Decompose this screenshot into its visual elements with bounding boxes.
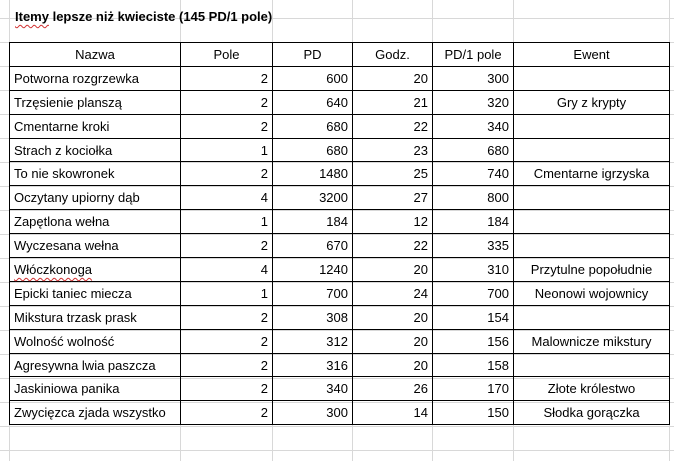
cell-godz[interactable]: 20 [353,258,433,282]
header-pd[interactable]: PD [273,43,353,67]
cell-nazwa[interactable]: Jaskiniowa panika [10,377,181,401]
cell-godz[interactable]: 25 [353,162,433,186]
spellcheck-flagged-text: Włóczkonoga [14,261,93,277]
cell-pd-per-pole[interactable]: 320 [433,90,514,114]
cell-godz[interactable]: 22 [353,114,433,138]
cell-pd-per-pole[interactable]: 335 [433,234,514,258]
cell-ewent[interactable]: Złote królestwo [514,377,670,401]
cell-godz[interactable]: 21 [353,90,433,114]
table-row [10,401,670,425]
cell-pd-per-pole[interactable]: 340 [433,114,514,138]
cell-pd[interactable]: 640 [273,90,353,114]
cell-godz[interactable]: 20 [353,353,433,377]
table-row [10,329,670,353]
cell-nazwa[interactable]: Zwycięzca zjada wszystko [10,401,181,425]
cell-godz[interactable]: 23 [353,138,433,162]
cell-godz[interactable]: 27 [353,186,433,210]
cell-pole[interactable]: 1 [181,210,273,234]
cell-pole[interactable]: 2 [181,353,273,377]
table-row [10,305,670,329]
cell-pd[interactable]: 1480 [273,162,353,186]
cell-ewent[interactable] [514,234,670,258]
cell-ewent[interactable] [514,353,670,377]
cell-pd[interactable]: 680 [273,114,353,138]
header-row [10,43,670,67]
cell-godz[interactable]: 12 [353,210,433,234]
cell-nazwa[interactable]: Oczytany upiorny dąb [10,186,181,210]
cell-pole[interactable]: 2 [181,329,273,353]
table-row [10,186,670,210]
table-row [10,210,670,234]
cell-pd-per-pole[interactable]: 154 [433,305,514,329]
cell-nazwa[interactable]: Zapętlona wełna [10,210,181,234]
cell-nazwa[interactable]: To nie skowronek [10,162,181,186]
cell-pole[interactable]: 2 [181,66,273,90]
cell-pd-per-pole[interactable]: 300 [433,66,514,90]
cell-ewent[interactable] [514,138,670,162]
cell-ewent[interactable] [514,186,670,210]
cell-pd-per-pole[interactable]: 740 [433,162,514,186]
cell-pd[interactable]: 3200 [273,186,353,210]
cell-pd-per-pole[interactable]: 156 [433,329,514,353]
table-row [10,138,670,162]
cell-pd-per-pole[interactable]: 680 [433,138,514,162]
cell-pd[interactable]: 308 [273,305,353,329]
header-pole[interactable]: Pole [181,43,273,67]
cell-pd[interactable]: 600 [273,66,353,90]
cell-ewent[interactable]: Słodka gorączka [514,401,670,425]
cell-ewent[interactable] [514,305,670,329]
table-row [10,258,670,282]
cell-nazwa[interactable]: Epicki taniec miecza [10,281,181,305]
header-ewent[interactable]: Ewent [514,43,670,67]
table-row [10,90,670,114]
cell-nazwa[interactable]: Wolność wolność [10,329,181,353]
table-row [10,377,670,401]
cell-ewent[interactable] [514,210,670,234]
cell-nazwa[interactable]: Cmentarne kroki [10,114,181,138]
cell-godz[interactable]: 20 [353,305,433,329]
table-row [10,234,670,258]
cell-pd[interactable]: 340 [273,377,353,401]
cell-pd[interactable]: 680 [273,138,353,162]
cell-nazwa[interactable]: Trzęsienie planszą [10,90,181,114]
cell-pd[interactable]: 670 [273,234,353,258]
cell-pd[interactable]: 300 [273,401,353,425]
cell-godz[interactable]: 20 [353,66,433,90]
header-pd-per-pole[interactable]: PD/1 pole [433,43,514,67]
cell-pd-per-pole[interactable]: 150 [433,401,514,425]
cell-nazwa[interactable]: Wyczesana wełna [10,234,181,258]
cell-pd[interactable]: 1240 [273,258,353,282]
cell-pd-per-pole[interactable]: 800 [433,186,514,210]
cell-pole[interactable]: 2 [181,90,273,114]
cell-ewent[interactable]: Malownicze mikstury [514,329,670,353]
cell-nazwa[interactable]: Agresywna lwia paszcza [10,353,181,377]
cell-godz[interactable]: 22 [353,234,433,258]
sheet-title-rest: lepsze niż kwieciste (145 PD/1 pole) [48,9,273,24]
table-row [10,114,670,138]
cell-godz[interactable]: 24 [353,281,433,305]
cell-pole[interactable]: 4 [181,258,273,282]
cell-nazwa[interactable]: Mikstura trzask prask [10,305,181,329]
table-row [10,353,670,377]
cell-ewent[interactable]: Neonowi wojownicy [514,281,670,305]
cell-pd[interactable]: 184 [273,210,353,234]
header-nazwa[interactable]: Nazwa [10,43,181,67]
cell-pd-per-pole[interactable]: 158 [433,353,514,377]
cell-pd[interactable]: 316 [273,353,353,377]
cell-pole[interactable]: 1 [181,281,273,305]
cell-pd[interactable]: 312 [273,329,353,353]
sheet-title-first-word: Itemy [15,9,49,24]
cell-nazwa[interactable] [10,258,181,282]
sheet-title [15,9,272,24]
cell-pole[interactable]: 4 [181,186,273,210]
cell-pole[interactable]: 2 [181,377,273,401]
cell-ewent[interactable] [514,114,670,138]
table-row [10,162,670,186]
cell-pd-per-pole[interactable]: 700 [433,281,514,305]
cell-godz[interactable]: 26 [353,377,433,401]
cell-ewent[interactable]: Przytulne popołudnie [514,258,670,282]
cell-pole[interactable]: 2 [181,401,273,425]
items-table [9,42,670,425]
cell-ewent[interactable] [514,66,670,90]
cell-nazwa[interactable]: Potworna rozgrzewka [10,66,181,90]
table-row [10,281,670,305]
cell-pole[interactable]: 2 [181,234,273,258]
cell-pole[interactable]: 2 [181,305,273,329]
cell-pd-per-pole[interactable]: 184 [433,210,514,234]
cell-pole[interactable]: 1 [181,138,273,162]
cell-ewent[interactable]: Cmentarne igrzyska [514,162,670,186]
cell-pole[interactable]: 2 [181,162,273,186]
table-row [10,66,670,90]
header-godz[interactable]: Godz. [353,43,433,67]
cell-ewent[interactable]: Gry z krypty [514,90,670,114]
cell-godz[interactable]: 20 [353,329,433,353]
cell-pd-per-pole[interactable]: 310 [433,258,514,282]
cell-nazwa[interactable]: Strach z kociołka [10,138,181,162]
cell-pd[interactable]: 700 [273,281,353,305]
cell-pd-per-pole[interactable]: 170 [433,377,514,401]
cell-pole[interactable]: 2 [181,114,273,138]
cell-godz[interactable]: 14 [353,401,433,425]
